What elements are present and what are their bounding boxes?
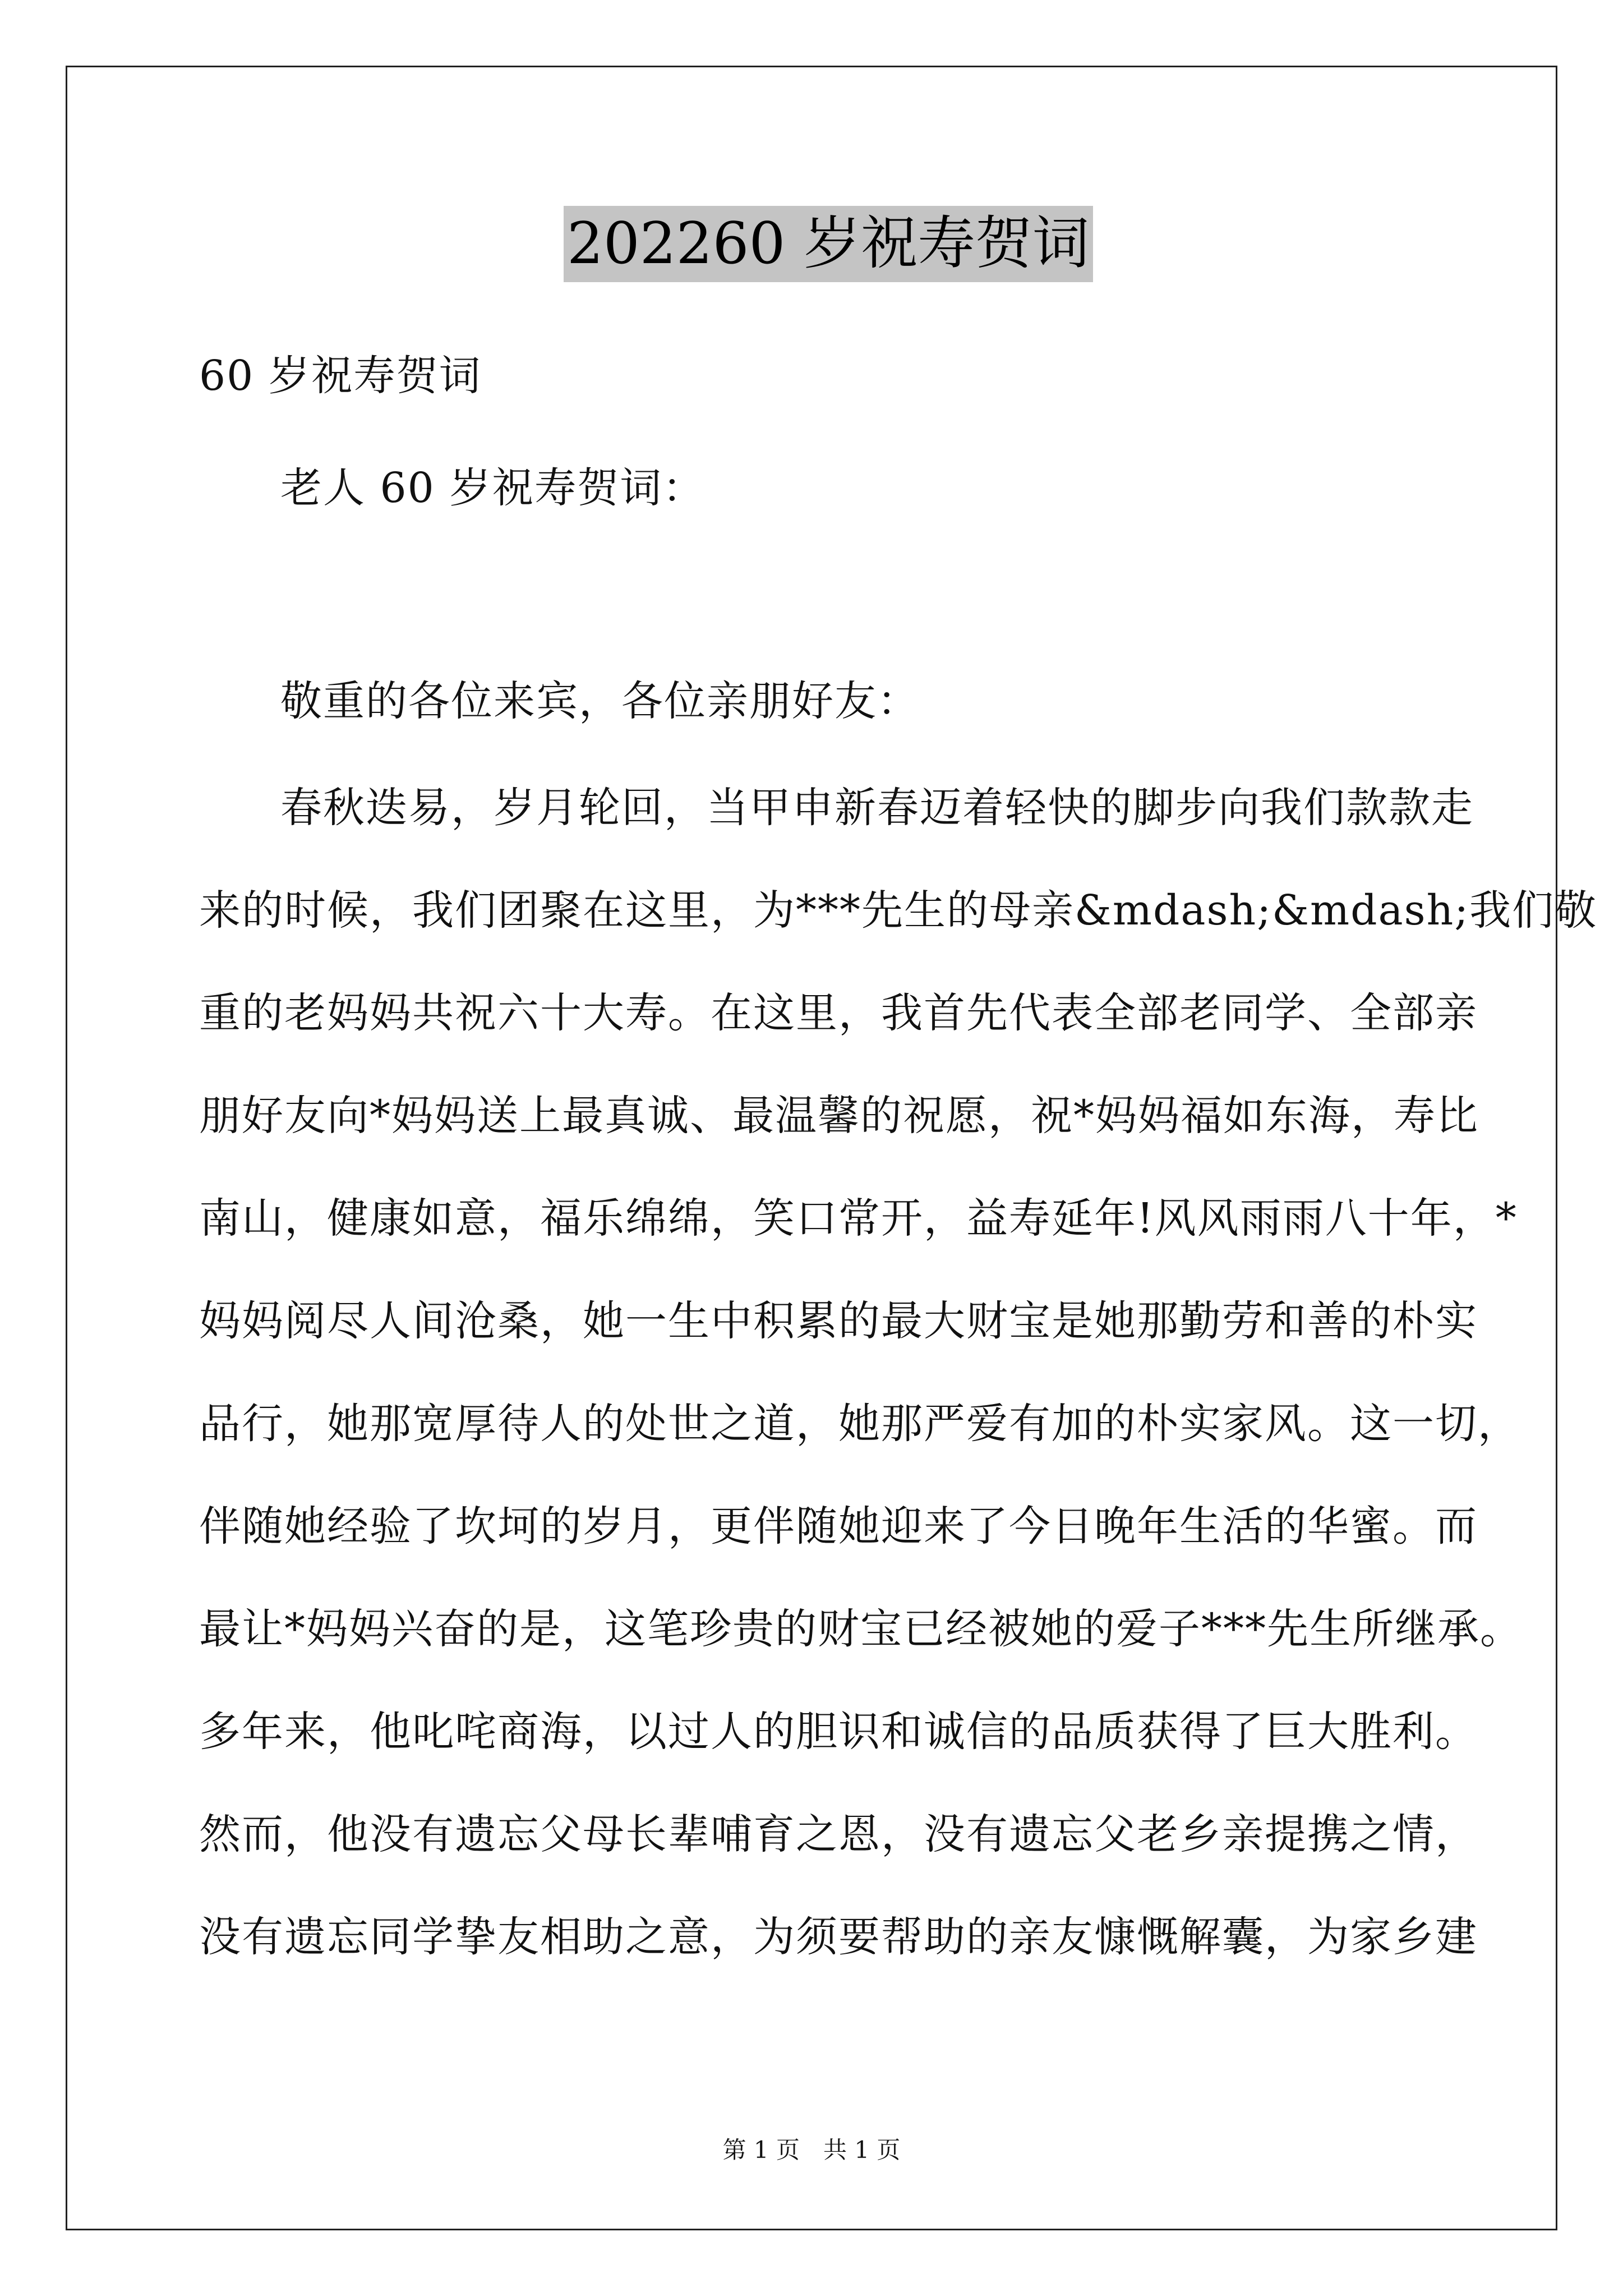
text-line: 朋好友向*妈妈送上最真诚、最温馨的祝愿，祝*妈妈福如东海，寿比 [199,1092,1479,1140]
text-line: 最让*妈妈兴奋的是，这笔珍贵的财宝已经被她的爱子***先生所继承。 [199,1605,1523,1653]
document-title: 202260 岁祝寿贺词 [564,206,1093,282]
text-line: 春秋迭易，岁月轮回，当甲申新春迈着轻快的脚步向我们款款走 [280,784,1474,832]
text-line: 重的老妈妈共祝六十大寿。在这里，我首先代表全部老同学、全部亲 [199,989,1478,1037]
text-line: 敬重的各位来宾，各位亲朋好友： [280,677,920,725]
text-line: 没有遗忘同学挚友相助之意，为须要帮助的亲友慷慨解囊，为家乡建 [199,1913,1478,1961]
text-line: 然而，他没有遗忘父母长辈哺育之恩，没有遗忘父老乡亲提携之情， [199,1810,1478,1858]
subtitle-line: 60 岁祝寿贺词 [199,352,482,400]
text-line: 伴随她经验了坎坷的岁月，更伴随她迎来了今日晚年生活的华蜜。而 [199,1502,1478,1550]
text-line: 老人 60 岁祝寿贺词： [280,464,706,512]
text-line: 多年来，他叱咤商海，以过人的胆识和诚信的品质获得了巨大胜利。 [199,1708,1478,1756]
text-line: 品行，她那宽厚待人的处世之道，她那严爱有加的朴实家风。这一切， [199,1400,1520,1448]
page-footer: 第 1 页 共 1 页 [722,2136,901,2164]
text-line: 南山，健康如意，福乐绵绵，笑口常开，益寿延年!风风雨雨八十年，* [199,1194,1518,1243]
text-line: 妈妈阅尽人间沧桑，她一生中积累的最大财宝是她那勤劳和善的朴实 [199,1297,1478,1345]
text-line: 来的时候，我们团聚在这里，为***先生的母亲&mdash;&mdash;我们敬 [199,886,1598,935]
